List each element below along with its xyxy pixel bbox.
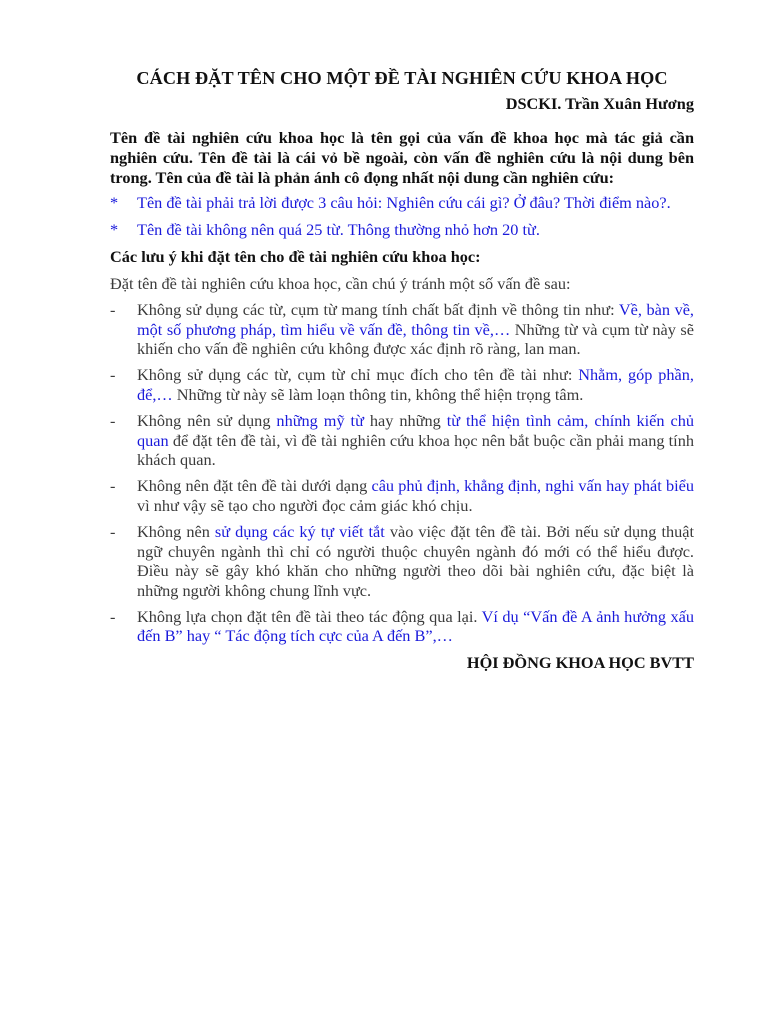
dash-bullet: - xyxy=(110,521,116,541)
note-text: Không sử dụng các từ, cụm từ chỉ mục đích cho tên đề tài như: xyxy=(137,365,579,385)
list-item xyxy=(110,607,694,646)
note-text: Những từ và cụm từ này sẽ khiến cho vấn đề nghiên cứu không được xác định rõ ràng, lan man. xyxy=(137,319,694,359)
document-author: DSCKI. Trần Xuân Hương xyxy=(505,94,694,113)
note-text: hay những xyxy=(363,410,447,430)
note-text: Không sử dụng các từ, cụm từ mang tính chất bất định về thông tin như: xyxy=(137,300,619,319)
document-title: CÁCH ĐẶT TÊN CHO MỘT ĐỀ TÀI NGHIÊN CỨU KHOA HỌC xyxy=(136,68,668,88)
notes-heading: Các lưu ý khi đặt tên cho đề tài nghiên cứu khoa học: xyxy=(110,247,481,266)
requirements-list xyxy=(110,193,694,240)
list-item xyxy=(110,193,694,213)
note-highlight: Về, bàn về, một số phương pháp, tìm hiểu về vấn đề, thông tin về,… xyxy=(137,300,695,339)
dash-bullet: - xyxy=(110,476,116,496)
list-item xyxy=(110,365,694,404)
dash-bullet: - xyxy=(110,410,116,430)
note-text: để đặt tên đề tài, vì đề tài nghiên cứu khoa học nên bắt buộc cần phải mang tính khách quan. xyxy=(137,430,694,470)
note-text: Không nên xyxy=(137,521,215,541)
note-highlight: từ thể hiện tình cảm, chính kiến chủ quan xyxy=(137,410,694,450)
star-bullet: * xyxy=(110,193,119,212)
notes-list xyxy=(110,300,694,646)
note-highlight: Ví dụ “Vấn đề A ảnh hưởng xấu đến B” hay “ Tác động tích cực của A đến B”,… xyxy=(137,606,695,646)
dash-bullet: - xyxy=(110,365,116,385)
dash-bullet: - xyxy=(110,300,116,319)
note-text: vào việc đặt tên đề tài. Bởi nếu sử dụng thuật ngữ chuyên ngành thì chỉ có người thuộc chuyên ngành đó mới có thể hiểu được. Điều này sẽ gây khó khăn cho những người theo dõi bài nghiên cứu, đặc biệt là những người không chung lĩnh vực. xyxy=(137,521,695,600)
list-item xyxy=(110,476,694,515)
document-page xyxy=(110,66,694,673)
note-highlight: câu phủ định, khẳng định, nghi vấn hay phát biểu xyxy=(371,476,695,496)
intro-paragraph: Tên đề tài nghiên cứu khoa học là tên gọi của vấn đề khoa học mà tác giả cần nghiên cứu. Tên đề tài là cái vỏ bề ngoài, còn vấn đề nghiên cứu là nội dung bên trong. Tên của đề tài là phản ánh cô đọng nhất nội dung cần nghiên cứu: xyxy=(110,128,694,187)
list-item xyxy=(110,220,694,240)
note-text: Không lựa chọn đặt tên đề tài theo tác động qua lại. xyxy=(137,606,482,626)
note-highlight: những mỹ từ xyxy=(276,410,364,430)
note-text: vì như vậy sẽ tạo cho người đọc cảm giác khó chịu. xyxy=(137,495,473,515)
note-highlight: sử dụng các ký tự viết tắt xyxy=(214,521,385,541)
signature: HỘI ĐỒNG KHOA HỌC BVTT xyxy=(466,652,694,672)
list-item xyxy=(110,300,694,359)
star-bullet: * xyxy=(110,220,119,239)
list-item-text: Tên đề tài không nên quá 25 từ. Thông thường nhỏ hơn 20 từ. xyxy=(137,220,540,239)
list-item-text: Tên đề tài phải trả lời được 3 câu hỏi: Nghiên cứu cái gì? Ở đâu? Thời điểm nào?. xyxy=(137,193,671,212)
notes-lead: Đặt tên đề tài nghiên cứu khoa học, cần chú ý tránh một số vấn đề sau: xyxy=(110,274,571,293)
note-text: Không nên đặt tên đề tài dưới dạng xyxy=(137,476,372,496)
dash-bullet: - xyxy=(110,606,116,626)
list-item xyxy=(110,522,694,600)
note-text: Không nên sử dụng xyxy=(137,410,277,430)
list-item xyxy=(110,411,694,470)
note-highlight: Nhằm, góp phần, để,… xyxy=(137,365,694,404)
note-text: Những từ này sẽ làm loạn thông tin, không thể hiện trọng tâm. xyxy=(172,384,584,404)
